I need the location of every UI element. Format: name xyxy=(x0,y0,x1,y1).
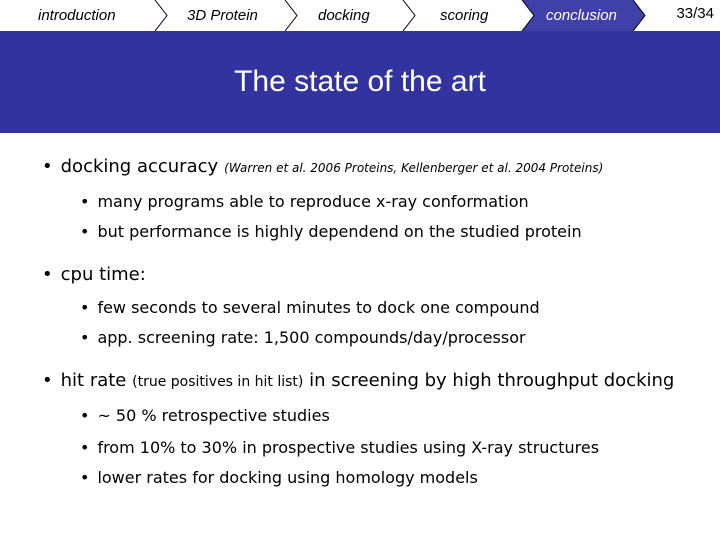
bullet-dot: • xyxy=(42,264,53,285)
bullet-dot: • xyxy=(80,298,90,317)
tab-introduction[interactable]: introduction xyxy=(38,7,116,24)
bullet-dot: • xyxy=(42,370,53,391)
bullet-dot: • xyxy=(80,222,90,241)
bullet-text: docking accuracy xyxy=(60,156,219,177)
bullet-dot: • xyxy=(80,468,90,487)
bullet-text-rest: in screening by high throughput docking xyxy=(309,370,675,391)
bullet-text-note: (true positives in hit list) xyxy=(132,374,304,390)
sub-bullet xyxy=(80,192,529,211)
sub-bullet-text: few seconds to several minutes to dock one compound xyxy=(97,298,540,317)
bullet-dot: • xyxy=(80,406,90,425)
sub-bullet-text: but performance is highly dependend on the studied protein xyxy=(97,222,582,241)
sub-bullet-text: many programs able to reproduce x-ray conformation xyxy=(97,192,529,211)
sub-bullet-text: app. screening rate: 1,500 compounds/day/processor xyxy=(97,328,526,347)
bullet-dot: • xyxy=(80,438,90,457)
bullet-docking-accuracy xyxy=(42,156,603,177)
tab-docking[interactable]: docking xyxy=(318,7,370,24)
sub-bullet-text: ~ 50 % retrospective studies xyxy=(97,406,330,425)
sub-bullet-text: from 10% to 30% in prospective studies using X-ray structures xyxy=(97,438,600,457)
sub-bullet xyxy=(80,406,330,425)
bullet-text: cpu time: xyxy=(60,264,146,285)
slide-title: The state of the art xyxy=(234,65,486,98)
sub-bullet xyxy=(80,298,540,317)
tab-3d-protein[interactable]: 3D Protein xyxy=(187,7,258,24)
sub-bullet xyxy=(80,222,582,241)
bullet-hit-rate xyxy=(42,370,674,391)
page-number: 33/34 xyxy=(676,5,714,22)
citation: (Warren et al. 2006 Proteins, Kellenberger et al. 2004 Proteins) xyxy=(224,161,604,175)
sub-bullet-text: lower rates for docking using homology models xyxy=(97,468,478,487)
bullet-cpu-time xyxy=(42,264,146,285)
sub-bullet xyxy=(80,328,526,347)
tab-scoring[interactable]: scoring xyxy=(440,7,489,24)
sub-bullet xyxy=(80,438,599,457)
bullet-dot: • xyxy=(80,328,90,347)
bullet-dot: • xyxy=(80,192,90,211)
sub-bullet xyxy=(80,468,478,487)
bullet-dot: • xyxy=(42,156,53,177)
tab-conclusion[interactable]: conclusion xyxy=(546,7,617,24)
bullet-text: hit rate xyxy=(60,370,127,391)
